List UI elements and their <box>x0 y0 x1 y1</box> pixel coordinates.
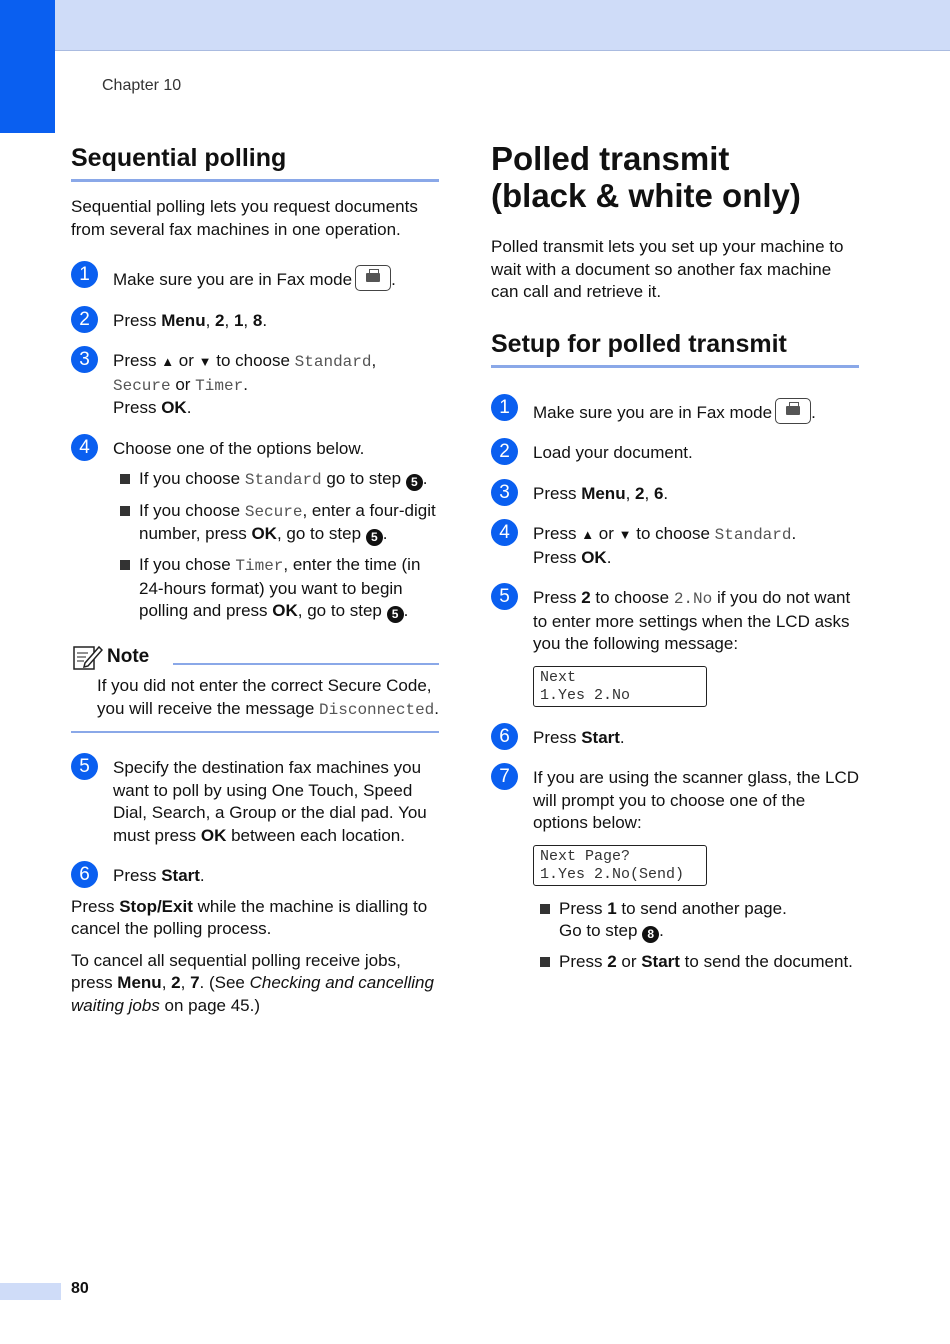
key-ok: OK <box>200 825 227 845</box>
lcd-option: Standard <box>294 353 372 371</box>
option-text: to send another page. <box>616 898 787 918</box>
note-divider <box>173 663 439 665</box>
step-text: Specify the destination fax machines you want to poll by using One Touch, Speed Dial, Search, a Group or the dial pad. You must press <box>113 758 427 845</box>
step-ref-icon: 5 <box>387 606 404 623</box>
key: 8 <box>252 310 263 330</box>
sep: , <box>180 973 191 992</box>
lcd-option: Secure <box>113 376 171 395</box>
sep: . <box>199 866 205 885</box>
option-standard <box>113 468 439 492</box>
key-start: Start <box>641 952 680 971</box>
lcd-option: Timer <box>235 557 284 575</box>
sep: . <box>262 310 268 330</box>
step-number: 3 <box>71 346 98 373</box>
bullet-icon <box>120 560 130 570</box>
step-1: 1 Make sure you are in Fax mode . <box>71 265 439 292</box>
sep: , <box>205 310 216 330</box>
note-header <box>71 643 439 671</box>
intro-paragraph: Sequential polling lets you request documents from several fax machines in one operation. <box>71 197 418 239</box>
fax-mode-icon <box>775 398 811 424</box>
step-text: Press <box>113 866 162 885</box>
stop-paragraph <box>71 896 439 941</box>
note-title: Note <box>107 646 150 667</box>
para-text: on page 45.) <box>159 995 261 1015</box>
lcd-line: Next <box>540 668 577 686</box>
sep: . <box>791 524 797 543</box>
key: 1 <box>233 310 244 330</box>
lcd-option: Secure <box>244 502 303 521</box>
step-text: Choose one of the options below. <box>113 438 365 458</box>
down-arrow-icon: ▼ <box>618 527 632 542</box>
note-text: If you did not enter the correct Secure Code, you will receive the message <box>97 676 432 718</box>
step-text: Press <box>533 727 582 747</box>
option-text: Press <box>559 898 608 918</box>
option-timer <box>113 554 439 623</box>
lcd-option: 2.No <box>673 590 713 608</box>
option-text: , enter the time (in 24-hours format) you want to begin polling and press <box>139 555 421 620</box>
sep: , <box>224 310 234 330</box>
option-text: If you choose <box>139 469 245 488</box>
chapter-label: Chapter 10 <box>102 77 182 94</box>
key-ok: OK <box>251 524 277 543</box>
section-title-sequential-polling: Sequential polling <box>71 144 439 182</box>
sep: . <box>243 374 248 394</box>
key: 6 <box>653 483 664 503</box>
down-arrow-icon: ▼ <box>198 354 212 369</box>
key: 1 <box>607 898 617 918</box>
step-text: to choose <box>590 588 674 607</box>
lcd-message: Disconnected <box>319 700 435 719</box>
sep: . <box>663 483 669 503</box>
subsection-title-setup: Setup for polled transmit <box>491 330 859 368</box>
title-line: (black & white only) <box>491 177 801 214</box>
step-number: 1 <box>491 394 518 421</box>
step-text: to choose <box>211 351 295 370</box>
step-text: if you do not want to enter more settings when the LCD asks you the following message: <box>533 588 851 653</box>
sep: . <box>186 398 192 417</box>
sep: . <box>434 698 439 718</box>
sep: . <box>403 601 409 620</box>
step-number: 5 <box>71 753 98 780</box>
section-title-polled-transmit <box>491 140 859 214</box>
note-body <box>71 675 439 733</box>
fax-mode-icon <box>355 265 391 291</box>
cross-reference: Checking and cancelling waiting jobs <box>71 973 434 1015</box>
key-start: Start <box>161 866 200 885</box>
step-3 <box>491 483 859 506</box>
step-number: 7 <box>491 763 518 790</box>
intro-paragraph: Polled transmit lets you set up your machine to wait with a document so another fax machine can call and retrieve it. <box>491 237 844 301</box>
step-number: 2 <box>491 438 518 465</box>
lcd-display-next <box>533 666 707 707</box>
step-ref-icon: 5 <box>406 474 423 491</box>
key-menu: Menu <box>581 483 626 503</box>
step-number: 5 <box>491 583 518 610</box>
option-text: Press <box>559 952 608 971</box>
bullet-icon <box>540 957 550 967</box>
option-text: , enter a four-digit number, press <box>139 500 436 543</box>
key-ok: OK <box>272 601 298 620</box>
step-text: Make sure you are in Fax mode <box>113 270 353 289</box>
key-ok: OK <box>581 547 607 567</box>
step-number: 2 <box>71 306 98 333</box>
step-4 <box>71 438 439 461</box>
sep: . <box>382 524 388 543</box>
step-1: 1 Make sure you are in Fax mode . <box>491 398 859 425</box>
up-arrow-icon: ▲ <box>581 527 595 542</box>
step-text: Make sure you are in Fax mode <box>533 402 773 422</box>
option-list <box>71 468 439 623</box>
option-send-document <box>533 951 859 974</box>
lcd-display-next-page <box>533 845 707 886</box>
step-ref-icon: 8 <box>642 926 659 943</box>
sep: , <box>644 483 654 503</box>
step-4 <box>491 523 859 569</box>
option-text: Go to step <box>559 921 643 940</box>
lcd-line: 1.Yes 2.No(Send) <box>540 865 685 883</box>
sep: , <box>371 351 377 370</box>
step-2 <box>491 442 859 465</box>
step-7 <box>491 767 859 835</box>
option-list <box>491 898 859 974</box>
step-number: 4 <box>491 519 518 546</box>
step-text: Press <box>533 547 582 567</box>
key-stop-exit: Stop/Exit <box>119 896 193 916</box>
header-band <box>0 0 950 51</box>
key-ok: OK <box>161 398 187 417</box>
key: 2 <box>215 310 225 330</box>
para-text: To cancel all sequential polling receive jobs, press <box>71 950 401 992</box>
step-6 <box>491 727 859 750</box>
key-menu: Menu <box>161 310 206 330</box>
step-text: or <box>170 374 196 394</box>
step-5 <box>491 587 859 656</box>
right-column <box>491 140 859 974</box>
para-text: . (See <box>199 973 250 992</box>
para-text: Press <box>71 896 120 916</box>
lcd-option: Standard <box>244 471 322 489</box>
up-arrow-icon: ▲ <box>161 354 175 369</box>
lcd-line: Next Page? <box>540 847 631 865</box>
step-6 <box>71 865 439 888</box>
key-menu: Menu <box>117 973 162 992</box>
bullet-icon <box>120 506 130 516</box>
bullet-icon <box>120 474 130 484</box>
page-number: 80 <box>71 1280 89 1297</box>
sep: , <box>243 310 253 330</box>
step-number: 1 <box>71 261 98 288</box>
left-column <box>71 140 439 1017</box>
key: 2 <box>171 973 181 992</box>
step-text: If you are using the scanner glass, the LCD will prompt you to choose one of the options below: <box>533 768 860 832</box>
step-ref-icon: 5 <box>366 529 383 546</box>
lcd-line: 1.Yes 2.No <box>540 686 631 704</box>
option-text: or <box>616 952 642 971</box>
footer-band <box>0 1283 61 1300</box>
option-text: , go to step <box>276 524 366 543</box>
key: 2 <box>607 952 617 971</box>
option-send-another <box>533 898 859 944</box>
option-text: to send the document. <box>679 952 853 971</box>
step-text: Press <box>533 524 582 543</box>
sep: . <box>606 547 612 567</box>
step-text: Press <box>113 398 162 417</box>
cancel-paragraph <box>71 950 439 1018</box>
option-text: If you chose <box>139 555 236 574</box>
step-2 <box>71 310 439 333</box>
step-5 <box>71 757 439 847</box>
key-start: Start <box>581 727 620 747</box>
key: 2 <box>581 588 591 607</box>
step-text: Press <box>533 588 582 607</box>
step-text: or <box>594 524 619 543</box>
step-text: Press <box>113 351 162 370</box>
sep: . <box>619 727 625 747</box>
step-text: Press <box>533 483 582 503</box>
step-number: 6 <box>491 723 518 750</box>
option-text: , go to step <box>297 601 387 620</box>
option-text: go to step <box>321 469 406 488</box>
sep: . <box>659 921 664 940</box>
sep: . <box>422 469 428 488</box>
step-number: 4 <box>71 434 98 461</box>
key: 2 <box>635 483 645 503</box>
step-text: Load your document. <box>533 443 693 462</box>
step-number: 3 <box>491 479 518 506</box>
step-text: between each location. <box>226 825 405 845</box>
step-number: 6 <box>71 861 98 888</box>
key: 7 <box>190 973 200 992</box>
sep: , <box>161 973 172 992</box>
step-3 <box>71 350 439 420</box>
step-text: Press <box>113 310 162 330</box>
lcd-option: Standard <box>714 526 792 544</box>
step-text: or <box>174 351 199 370</box>
bullet-icon <box>540 904 550 914</box>
lcd-option: Timer <box>195 376 244 395</box>
title-line: Polled transmit <box>491 140 730 177</box>
option-secure <box>113 500 439 547</box>
chapter-tab <box>0 0 55 133</box>
sep: , <box>625 483 636 503</box>
note-pencil-icon <box>71 643 103 671</box>
para-text: while the machine is dialling to cancel the polling process. <box>71 896 428 938</box>
step-text: to choose <box>631 524 715 543</box>
option-text: If you choose <box>139 500 245 520</box>
